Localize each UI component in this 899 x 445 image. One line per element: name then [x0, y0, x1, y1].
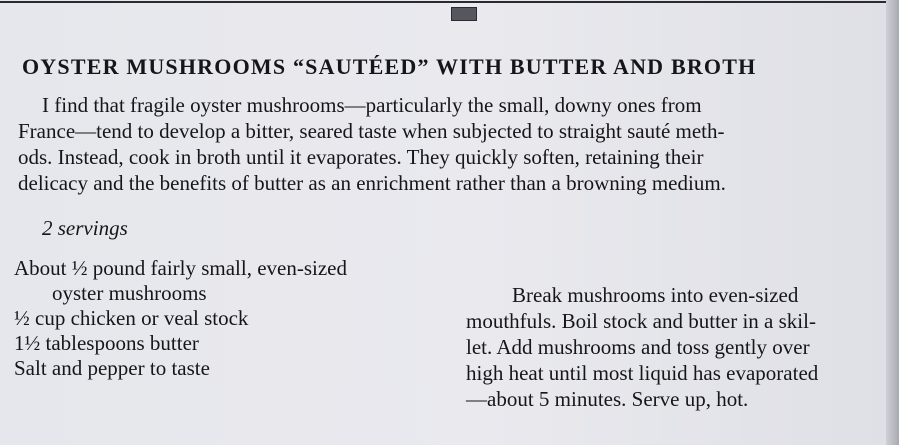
method-line: —about 5 minutes. Serve up, hot. — [466, 387, 749, 411]
ingredient-item: 1½ tablespoons butter — [14, 331, 199, 355]
intro-line: I find that fragile oyster mushrooms—particularly the small, downy ones from — [42, 93, 702, 117]
ingredient-item: About ½ pound fairly small, even-sized — [14, 256, 348, 280]
recipe-intro — [18, 92, 890, 196]
ingredient-list — [14, 256, 454, 381]
method-line: high heat until most liquid has evaporated — [466, 361, 819, 385]
method-line: mouthfuls. Boil stock and butter in a skil- — [466, 309, 816, 333]
ingredient-item-continuation: oyster mushrooms — [52, 281, 207, 305]
method-line: Break mushrooms into even-sized — [512, 283, 799, 307]
intro-line: delicacy and the benefits of butter as an enrichment rather than a browning medium. — [18, 171, 726, 195]
method-text — [466, 282, 892, 412]
method-line: let. Add mushrooms and toss gently over — [466, 335, 810, 359]
intro-line: France—tend to develop a bitter, seared taste when subjected to straight sauté meth- — [18, 119, 725, 143]
top-rule — [0, 1, 886, 3]
servings: 2 servings — [42, 216, 128, 240]
page-edge — [886, 0, 899, 445]
intro-line: ods. Instead, cook in broth until it evaporates. They quickly soften, retaining their — [18, 145, 704, 169]
page-marker — [451, 7, 477, 21]
recipe-title: OYSTER MUSHROOMS “SAUTÉED” WITH BUTTER AND BROTH — [22, 54, 757, 79]
ingredient-item: Salt and pepper to taste — [14, 356, 210, 380]
ingredient-item: ½ cup chicken or veal stock — [14, 306, 249, 330]
